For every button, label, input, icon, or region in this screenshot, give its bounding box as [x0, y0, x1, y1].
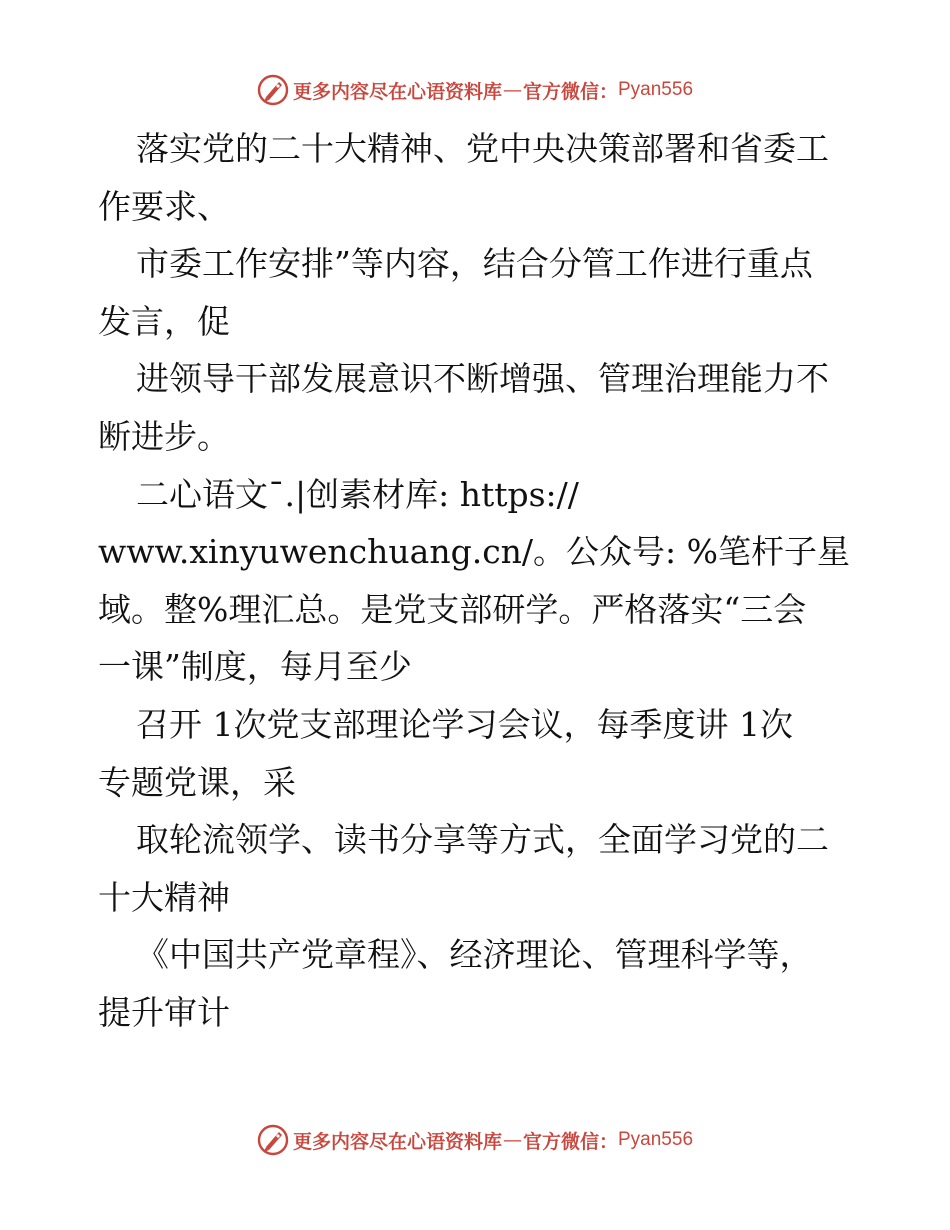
body-line: 落实党的二十大精神、党中央决策部署和省委工: [136, 129, 829, 168]
body-line: 市委工作安排”等内容，结合分管工作进行重点: [136, 244, 813, 284]
header-watermark: [0, 70, 950, 110]
quill-pen-logo-icon: [257, 74, 289, 106]
body-line: 专题党课，采: [98, 762, 296, 802]
footer-watermark: [0, 1120, 950, 1160]
body-line: 进领导干部发展意识不断增强、管理治理能力不: [136, 359, 829, 399]
body-line: www.xinyuwenchuang.cn/。公众号: %笔杆子星: [98, 532, 851, 572]
wechat-id: Pyan556: [618, 79, 694, 100]
body-line: 取轮流领学、读书分享等方式，全面学习党的二: [136, 820, 829, 860]
brand-dash: —: [502, 1129, 522, 1151]
wechat-id: Pyan556: [618, 1129, 694, 1150]
body-line: 十大精神: [98, 877, 230, 917]
wechat-label: 官方微信：: [522, 1130, 618, 1153]
body-line: 提升审计: [98, 992, 230, 1032]
brand-dash: —: [502, 79, 522, 101]
body-line: 《中国共产党章程》、经济理论、管理科学等，: [136, 935, 813, 975]
body-line: 一课”制度，每月至少: [98, 647, 412, 687]
body-line: 二心语文¯.|创素材库: https://: [136, 474, 579, 514]
body-line: 召开 1次党支部理论学习会议，每季度讲 1次: [136, 704, 793, 744]
brand-text: 更多内容尽在心语资料库: [292, 1130, 502, 1153]
body-line: 作要求、: [98, 186, 230, 226]
brand-text: 更多内容尽在心语资料库: [292, 80, 502, 103]
body-line: 域。整%理汇总。是党支部研学。严格落实“三会: [98, 589, 807, 629]
document-body: [98, 120, 858, 1042]
quill-pen-logo-icon: [257, 1124, 289, 1156]
body-line: 发言，促: [98, 301, 230, 341]
wechat-label: 官方微信：: [522, 80, 618, 103]
body-line: 断进步。: [98, 416, 230, 456]
